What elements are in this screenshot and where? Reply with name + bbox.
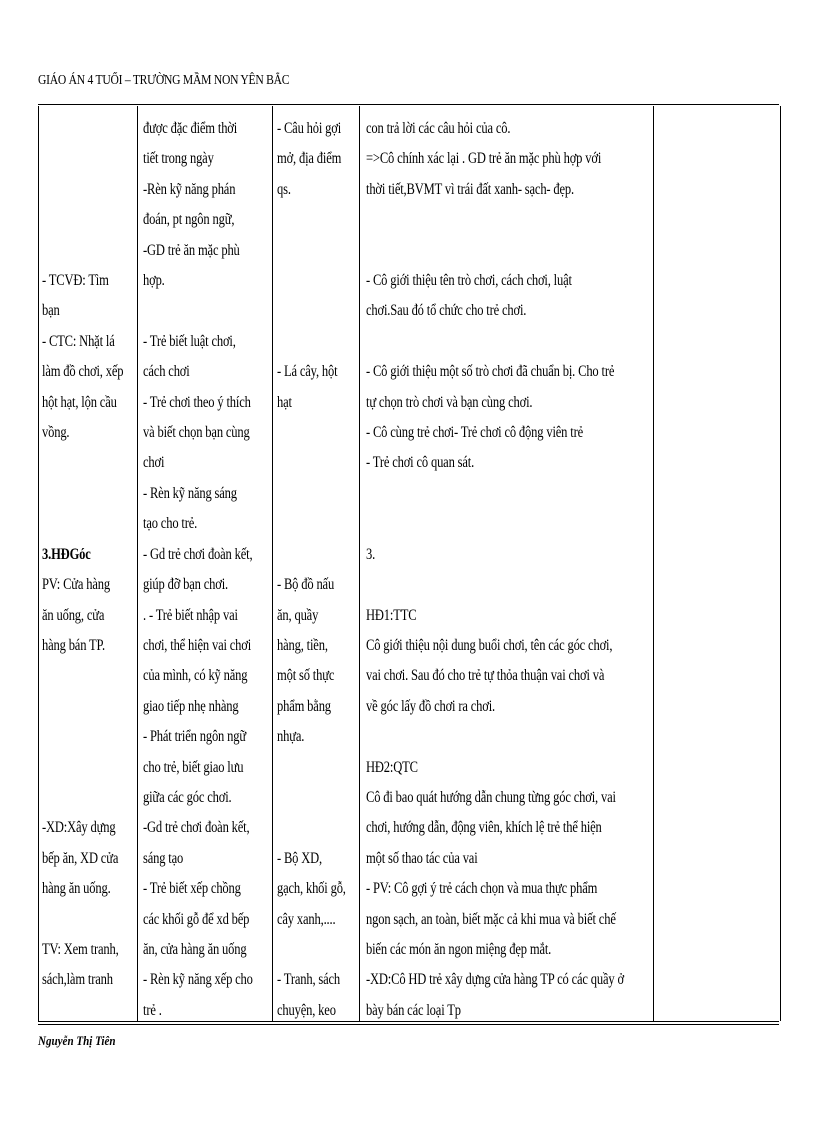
table-cell-line [277, 509, 346, 539]
table-cell-line: - Trẻ biết xếp chồng [143, 880, 241, 898]
table-cell-line [277, 783, 346, 813]
table-cell-line: sách,làm tranh [42, 971, 113, 989]
table-cell-line: 3. [366, 545, 376, 563]
table-cell-line: - Cô giới thiệu tên trò chơi, cách chơi, luật [366, 272, 572, 290]
table-cell-line: =>Cô chính xác lại . GD trẻ ăn mặc phù hợp với [366, 150, 602, 168]
table-cell-line [366, 722, 624, 752]
table-cell-line [42, 144, 123, 174]
table-cell-line: cho trẻ, biết giao lưu [143, 758, 244, 776]
table-cell-line: PV: Cửa hàng [42, 576, 111, 594]
table-cell-line: vai chơi. Sau đó cho trẻ tự thỏa thuận vai chơi và [366, 667, 605, 685]
table-cell-line: chơi, hướng dẫn, động viên, khích lệ trẻ thể hiện [366, 819, 602, 837]
table-cell-line [277, 236, 346, 266]
table-cell-line [42, 236, 123, 266]
table-cell-line: bạn [42, 302, 60, 320]
table-cell-line: -XD:Xây dựng [42, 819, 116, 837]
table-cell-line [366, 509, 624, 539]
author-name: Nguyễn Thị Tiên [38, 1033, 116, 1048]
table-cell-line: - Bộ XD, [277, 849, 323, 867]
table-cell-line [366, 570, 624, 600]
table-cell-line: giữa các góc chơi. [143, 788, 232, 806]
table-cell-line: ăn, cửa hàng ăn uống [143, 940, 247, 958]
table-bottom-rule [38, 1021, 779, 1022]
table-bottom-rule-double [38, 1024, 779, 1025]
table-cell-line: các khối gỗ để xd bếp [143, 910, 250, 928]
table-cell-line [277, 266, 346, 296]
table-cell-line: tự chọn trò chơi và bạn cùng chơi. [366, 393, 533, 411]
table-cell-line: về góc lấy đồ chơi ra chơi. [366, 697, 496, 715]
table-cell-line: con trả lời các câu hỏi của cô. [366, 120, 511, 137]
table-cell-line: biến các món ăn ngon miệng đẹp mắt. [366, 940, 552, 958]
table-cell-line [42, 753, 123, 783]
table-cell-line: tiết trong ngày [143, 150, 214, 168]
table-cell-line: được đặc điểm thời [143, 120, 238, 137]
table-cell-line: TV: Xem tranh, [42, 940, 119, 958]
table-cell-line: sáng tạo [143, 849, 184, 867]
table-cell-line: - Trẻ chơi cô quan sát. [366, 454, 475, 472]
table-cell-line: - Trẻ biết luật chơi, [143, 332, 236, 350]
table-cell-line: chơi [143, 454, 165, 472]
table-cell-line [366, 236, 624, 266]
table-cell-line [42, 114, 123, 144]
table-cell-line: Cô giới thiệu nội dung buổi chơi, tên các góc chơi, [366, 636, 613, 654]
table-cell-line: bày bán các loại Tp [366, 1001, 461, 1019]
table-cell-line [42, 448, 123, 478]
table-cell-line: 3.HĐGóc [42, 545, 91, 563]
table-cell-line: - Câu hỏi gợi [277, 120, 342, 137]
table-cell-line [366, 327, 624, 357]
table-cell-line: - Rèn kỹ năng xếp cho [143, 971, 253, 989]
method-column [366, 114, 681, 1026]
table-cell-line: hàng, tiền, [277, 636, 328, 654]
table-cell-line: phẩm bằng [277, 697, 331, 715]
table-cell-line: - Bộ đồ nấu [277, 576, 335, 594]
table-cell-line: nhựa. [277, 728, 305, 746]
table-cell-line: - Phát triển ngôn ngữ [143, 728, 246, 746]
table-cell-line: thời tiết,BVMT vì trái đất xanh- sạch- đẹp. [366, 180, 575, 198]
table-cell-line: hàng bán TP. [42, 636, 105, 654]
table-cell-line: - Tranh, sách [277, 971, 341, 989]
table-cell-line: giao tiếp nhẹ nhàng [143, 697, 239, 715]
table-cell-line [277, 296, 346, 326]
table-cell-line: mở, địa điểm [277, 150, 342, 168]
table-cell-line: -Rèn kỹ năng phán [143, 180, 236, 198]
table-cell-line: một số thao tác của vai [366, 849, 478, 867]
table-cell-line [277, 753, 346, 783]
table-cell-line: - PV: Cô gợi ý trẻ cách chọn và mua thực phẩm [366, 880, 598, 898]
table-cell-line [143, 296, 253, 326]
table-cell-line: một số thực [277, 667, 335, 685]
table-cell-line [366, 205, 624, 235]
table-cell-line: - CTC: Nhặt lá [42, 332, 115, 350]
table-cell-line [277, 418, 346, 448]
table-cell-line [277, 935, 346, 965]
table-cell-line [42, 175, 123, 205]
table-cell-line: qs. [277, 180, 291, 198]
table-cell-line: tạo cho trẻ. [143, 515, 198, 533]
table-cell-line: -Gd trẻ chơi đoàn kết, [143, 819, 250, 837]
table-cell-line [42, 783, 123, 813]
table-cell-line: Cô đi bao quát hướng dẫn chung từng góc chơi, vai [366, 788, 616, 806]
table-cell-line: - Lá cây, hột [277, 363, 338, 381]
table-cell-line [42, 905, 123, 935]
table-cell-line: và biết chọn bạn cùng [143, 424, 250, 442]
table-cell-line: - Trẻ chơi theo ý thích [143, 393, 251, 411]
page-header-title: GIÁO ÁN 4 TUỔI – TRƯỜNG MẦM NON YÊN BẮC [38, 72, 290, 87]
table-cell-line [366, 479, 624, 509]
table-cell-line: chơi.Sau đó tổ chức cho trẻ chơi. [366, 302, 527, 320]
table-cell-line [277, 448, 346, 478]
table-cell-line [42, 509, 123, 539]
table-cell-line: cây xanh,.... [277, 910, 336, 928]
table-cell-line: giúp đỡ bạn chơi. [143, 576, 229, 594]
table-cell-line: hợp. [143, 272, 165, 290]
table-cell-line: của mình, có kỹ năng [143, 667, 248, 685]
table-cell-line: - Gd trẻ chơi đoàn kết, [143, 545, 253, 563]
table-cell-line: hột hạt, lộn cầu [42, 393, 117, 411]
table-cell-line: HĐ1:TTC [366, 606, 417, 624]
table-cell-line: hàng ăn uống. [42, 880, 111, 898]
table-cell-line: ngon sạch, an toàn, biết mặc cả khi mua và biết chế [366, 910, 616, 928]
table-cell-line: - TCVĐ: Tìm [42, 272, 109, 290]
table-cell-line: -GD trẻ ăn mặc phù [143, 241, 240, 259]
table-cell-line: HĐ2:QTC [366, 758, 418, 776]
table-cell-line [42, 692, 123, 722]
table-cell-line: bếp ăn, XD cửa [42, 849, 119, 867]
table-cell-line: chơi, thể hiện vai chơi [143, 636, 252, 654]
table-cell-line: gạch, khối gỗ, [277, 880, 346, 898]
table-cell-line: hạt [277, 393, 292, 411]
table-cell-line [42, 479, 123, 509]
header-rule [38, 104, 779, 105]
table-cell-line: cách chơi [143, 363, 190, 381]
table-cell-line [277, 813, 346, 843]
table-cell-line [277, 540, 346, 570]
table-cell-line [277, 205, 346, 235]
table-cell-line: . - Trẻ biết nhập vai [143, 606, 238, 624]
table-cell-line [42, 722, 123, 752]
table-cell-line: -XD:Cô HD trẻ xây dựng cửa hàng TP có các quầy ở [366, 971, 624, 989]
table-cell-line: ăn, quầy [277, 606, 319, 624]
table-cell-line [277, 327, 346, 357]
table-cell-line [277, 479, 346, 509]
table-cell-line: - Cô giới thiệu một số trò chơi đã chuẩn bị. Cho trẻ [366, 363, 615, 381]
table-cell-line: làm đồ chơi, xếp [42, 363, 124, 381]
table-cell-line: ăn uống, cửa [42, 606, 105, 624]
table-cell-line: chuyện, keo [277, 1001, 336, 1019]
table-cell-line: - Rèn kỹ năng sáng [143, 484, 237, 502]
objectives-column [143, 114, 277, 1026]
table-cell-line: - Cô cùng trẻ chơi- Trẻ chơi cô động viên trẻ [366, 424, 583, 442]
table-cell-line: vồng. [42, 424, 70, 442]
table-cell-line [42, 205, 123, 235]
activity-column [42, 114, 141, 996]
table-cell-line: đoán, pt ngôn ngữ, [143, 211, 235, 229]
table-cell-line [42, 661, 123, 691]
table-cell-line: trẻ . [143, 1001, 162, 1019]
materials-column [277, 114, 361, 1026]
lesson-plan-table [38, 106, 781, 1021]
